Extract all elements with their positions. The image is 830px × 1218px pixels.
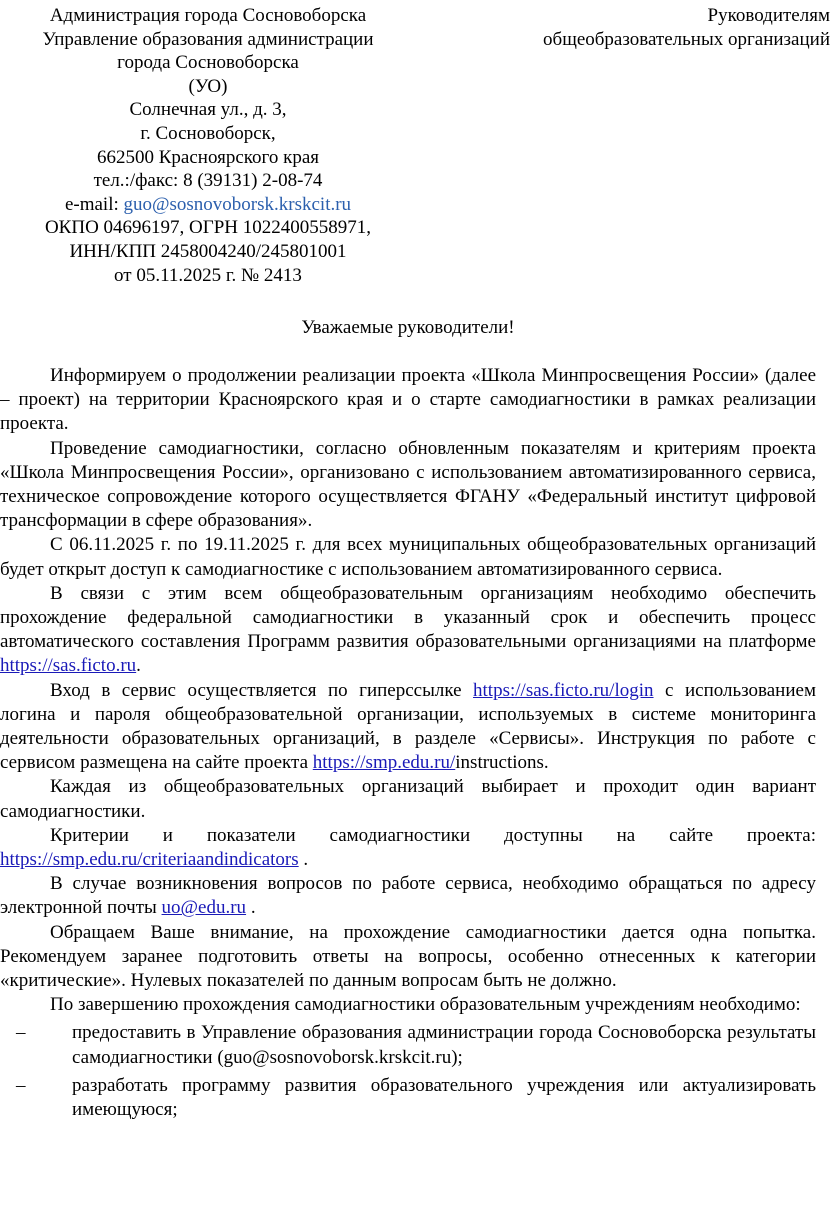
paragraph-9: Обращаем Ваше внимание, на прохождение самодиагностики дается одна попытка. Рекомендуем заранее подготовить ответы на вопросы, особенно отнесенных к категории «критические». Нулевых показателей по данным вопросам быть не должно. [0,921,816,992]
paragraph-3: С 06.11.2025 г. по 19.11.2025 г. для всех муниципальных общеобразовательных организаций будет открыт доступ к самодиагностике с использованием автоматизированного сервиса. [0,534,816,580]
paragraph-5-b: с использованием логина и пароля общеобразовательной организации, используемых в системе мониторинга деятельности образовательных организаций, в разделе «Сервисы». Инструкция по работе с сервисом размещена на сайте проекта [0,679,816,774]
sender-dept-city: города Сосновоборска [117,52,299,74]
sender-email-line [16,193,400,217]
list-item-text: разработать программу развития образовательного учреждения или актуализировать имеющуюся; [72,1074,816,1121]
sas-login-link[interactable]: https://sas.ficto.ru/login [473,679,654,701]
sender-postcode: 662500 Красноярского края [96,146,319,168]
letter-body [0,364,816,1126]
list-dash: – [16,1074,26,1096]
paragraph-5 [0,679,816,776]
paragraph-10: По завершению прохождения самодиагностики образовательным учреждениям необходимо: [50,994,801,1016]
paragraph-4-end: . [136,655,141,677]
paragraph-4-text: В связи с этим всем общеобразовательным организациям необходимо обеспечить прохождение федеральной самодиагностики в указанный срок и обеспечить процесс автоматического составления Программ развития образовательными организациями на платформе [0,582,816,653]
sender-street: Солнечная ул., д. 3, [129,99,287,121]
sender-abbr: (УО) [188,75,228,97]
sender-city: г. Сосновоборск, [140,122,276,144]
sender-block [16,4,400,287]
sas-link[interactable]: https://sas.ficto.ru [0,655,137,677]
sender-email[interactable]: guo@sosnovoborsk.krskcit.ru [123,193,352,215]
sender-phone: тел.:/факс: 8 (39131) 2-08-74 [93,170,323,192]
sender-dept: Управление образования администрации [42,28,374,50]
requirements-list [0,1021,816,1122]
smp-instructions-link[interactable]: https://smp.edu.ru/ [312,752,456,774]
list-item [0,1074,816,1122]
paragraph-4 [0,582,816,679]
uo-email-link[interactable]: uo@edu.ru [161,897,247,919]
paragraph-5-c: instructions. [455,752,549,774]
list-item [0,1021,816,1069]
sender-inn: ИНН/КПП 2458004240/245801001 [69,240,347,262]
criteria-link[interactable]: https://smp.edu.ru/criteriaandindicators [0,849,299,871]
paragraph-5-a: Вход в сервис осуществляется по гиперссылке [50,679,474,701]
paragraph-1: Информируем о продолжении реализации проекта «Школа Минпросвещения России» (далее – проект) на территории Красноярского края и о старте самодиагностики в рамках реализации проекта. [0,365,816,435]
recipient-block [470,4,830,51]
paragraph-8-text: В случае возникновения вопросов по работе сервиса, необходимо обращаться по адресу электронной почты [0,873,816,919]
sender-org: Администрация города Сосновоборска [49,5,367,26]
paragraph-2: Проведение самодиагностики, согласно обновленным показателям и критериям проекта «Школа Минпросвещения России», организовано с использованием автоматизированного сервиса, техническое сопровождение которого осуществляется ФГАНУ «Федеральный институт цифровой трансформации в сфере образования». [0,437,816,532]
recipient-line-1: Руководителям [707,5,830,26]
letter-date-number: от 05.11.2025 г. № 2413 [114,264,302,286]
paragraph-8 [0,872,816,920]
paragraph-8-end: . [246,897,256,919]
recipient-line-2: общеобразовательных организаций [543,28,830,50]
greeting: Уважаемые руководители! [301,317,515,338]
email-label: e-mail: [64,193,124,215]
paragraph-7 [0,824,816,872]
paragraph-6: Каждая из общеобразовательных организаций выбирает и проходит один вариант самодиагностики. [0,776,816,822]
list-dash: – [16,1022,26,1044]
list-item-text: предоставить в Управление образования администрации города Сосновоборска результаты самодиагностики (guo@sosnovoborsk.krskcit.ru); [72,1022,816,1068]
sender-codes: ОКПО 04696197, ОГРН 1022400558971, [44,217,372,239]
paragraph-7-text: Критерии и показатели самодиагностики доступны на сайте проекта: [50,824,816,846]
paragraph-7-end: . [298,849,309,871]
